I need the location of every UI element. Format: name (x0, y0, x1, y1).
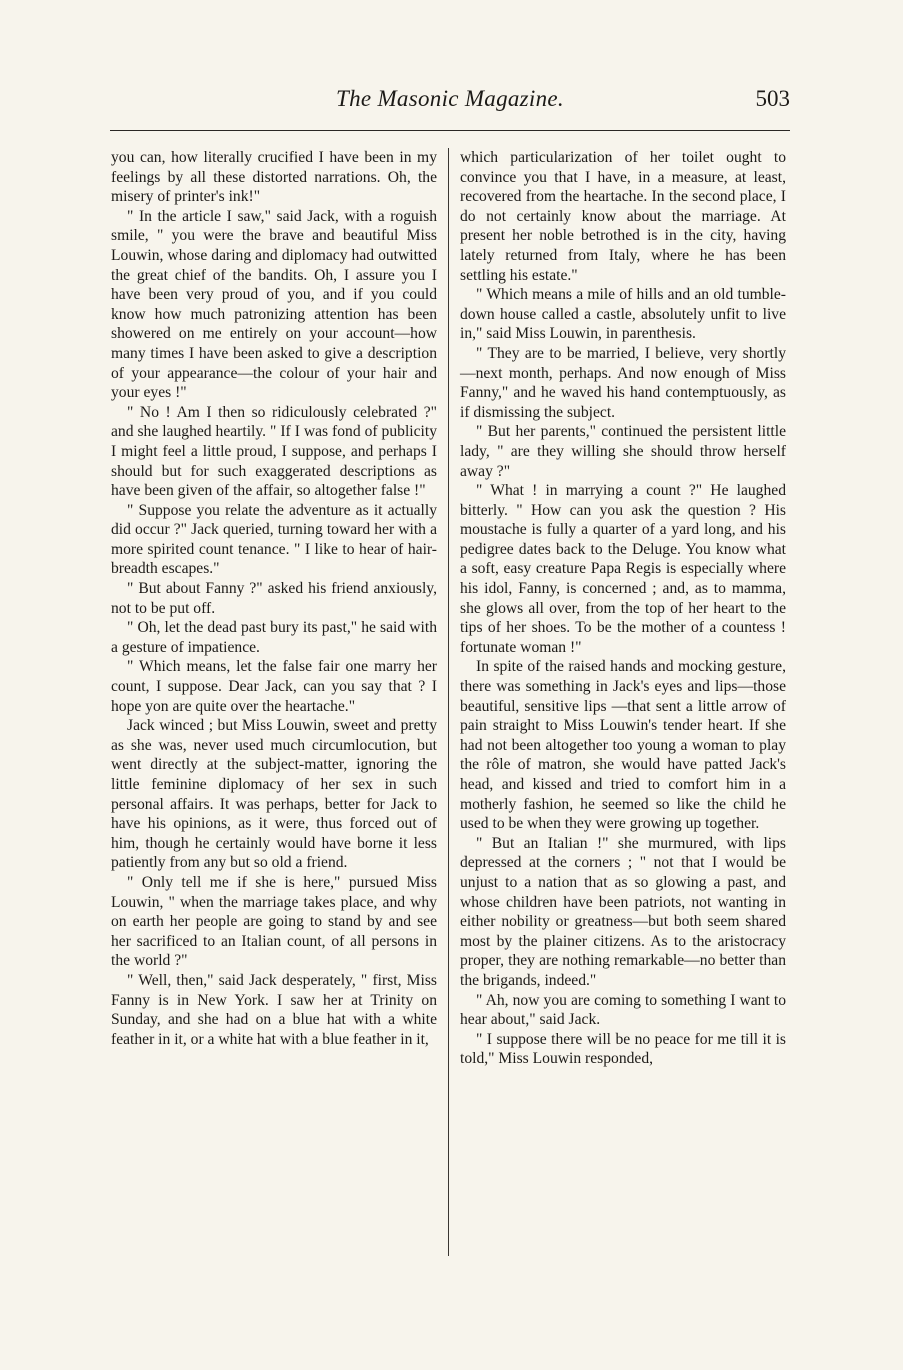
paragraph: " Which means a mile of hills and an old tumble-down house called a castle, absolutely unfit to live in," said Miss Louwin, in parenthesis. (460, 286, 786, 343)
paragraph: " I suppose there will be no peace for me till it is told," Miss Louwin responded, (460, 1030, 786, 1068)
header-rule (110, 130, 790, 131)
paragraph: you can, how literally crucified I have been in my feelings by all these distorted narrations. Oh, the misery of printer's ink!" (111, 149, 437, 206)
paragraph: " They are to be married, I believe, very shortly—next month, perhaps. And now enough of Miss Fanny," and he waved his hand contemptuously, as if dismissing the subject. (460, 344, 786, 421)
paragraph: " No ! Am I then so ridiculously celebrated ?" and she laughed heartily. " If I was fond of publicity I might feel a little proud, I suppose, and perhaps I should but for such exaggerated descriptions as have been given of the affair, so altogether false !" (111, 403, 437, 500)
paragraph: " Suppose you relate the adventure as it actually did occur ?" Jack queried, turning toward her with a more spirited count tenance. " I like to hear of hair-breadth escapes." (111, 501, 437, 578)
paragraph: " But an Italian !" she murmured, with lips depressed at the corners ; " not that I would be unjust to a nation that as so glowing a past, and whose children have been patriots, not wanting in either nobility or greatness—but both seem shared most by the plainer citizens. As to the aristocracy proper, they are nothing remarkable—no better than the brigands, indeed." (460, 834, 786, 989)
paragraph: " But her parents," continued the persistent little lady, " are they willing she should throw herself away ?" (460, 423, 786, 480)
paragraph: " Oh, let the dead past bury its past," he said with a gesture of impatience. (111, 619, 437, 656)
page-number: 503 (755, 86, 790, 111)
running-title: The Masonic Magazine. (336, 86, 564, 111)
paragraph: " What ! in marrying a count ?" He laughed bitterly. " How can you ask the question ? His moustache is fully a quarter of a yard long, and his pedigree dates back to the Deluge. You know what a soft, easy creature Papa Regis is especially where his idol, Fanny, is concerned ; and, as to mamma, she glows all over, from the top of her heart to the tips of her shoes. To be the mother of a countess ! fortunate woman !" (460, 482, 786, 656)
paragraph: " Only tell me if she is here," pursued Miss Louwin, " when the marriage takes place, and why on earth her people are going to stand by and see her sacrificed to an Italian count, of all persons in the world ?" (111, 873, 437, 970)
paragraph: " Well, then," said Jack desperately, " first, Miss Fanny is in New York. I saw her at Trinity on Sunday, and she had on a blue hat with a white feather in it, or a white hat with a blue feather in it, (111, 971, 437, 1048)
paragraph: " Ah, now you are coming to something I want to hear about," said Jack. (460, 991, 786, 1029)
paragraph: Jack winced ; but Miss Louwin, sweet and pretty as she was, never used much circumlocution, but went directly at the subject-matter, ignoring the little feminine diplomacy of her sex in such personal affairs. It was perhaps, better for Jack to have his opinions, as it were, thus forced out of him, though he certainly would have borne it less patiently from any but so old a friend. (111, 717, 437, 872)
paragraph: " But about Fanny ?" asked his friend anxiously, not to be put off. (111, 580, 437, 617)
right-column (460, 148, 786, 1069)
left-column (111, 148, 437, 1049)
paragraph: " Which means, let the false fair one marry her count, I suppose. Dear Jack, can you say that ? I hope yon are quite over the heartache." (111, 658, 437, 715)
paragraph: " In the article I saw," said Jack, with a roguish smile, " you were the brave and beautiful Miss Louwin, whose daring and diplomacy had outwitted the great chief of the bandits. Oh, I assure you I have been very proud of you, and if you could know how much patronizing attention has been showered on me entirely on your account—how many times I have been asked to give a description of your appearance—the colour of your hair and your eyes !" (111, 207, 437, 402)
paragraph: which particularization of her toilet ought to convince you that I have, in a measure, at least, recovered from the heartache. In the second place, I do not certainly know about the marriage. At present her noble betrothed is in the city, having lately returned from Italy, where he has been settling his estate." (460, 149, 786, 284)
page-header (110, 86, 790, 120)
paragraph: In spite of the raised hands and mocking gesture, there was something in Jack's eyes and lips—those beautiful, sensitive lips —that sent a little arrow of pain straight to Miss Louwin's tender heart. If she had not been altogether too young a woman to play the rôle of matron, she would have patted Jack's head, and kissed and tried to comfort him in a motherly fashion, he seemed so like the child he used to be when they were growing up together. (460, 658, 786, 833)
column-divider (448, 148, 449, 1256)
